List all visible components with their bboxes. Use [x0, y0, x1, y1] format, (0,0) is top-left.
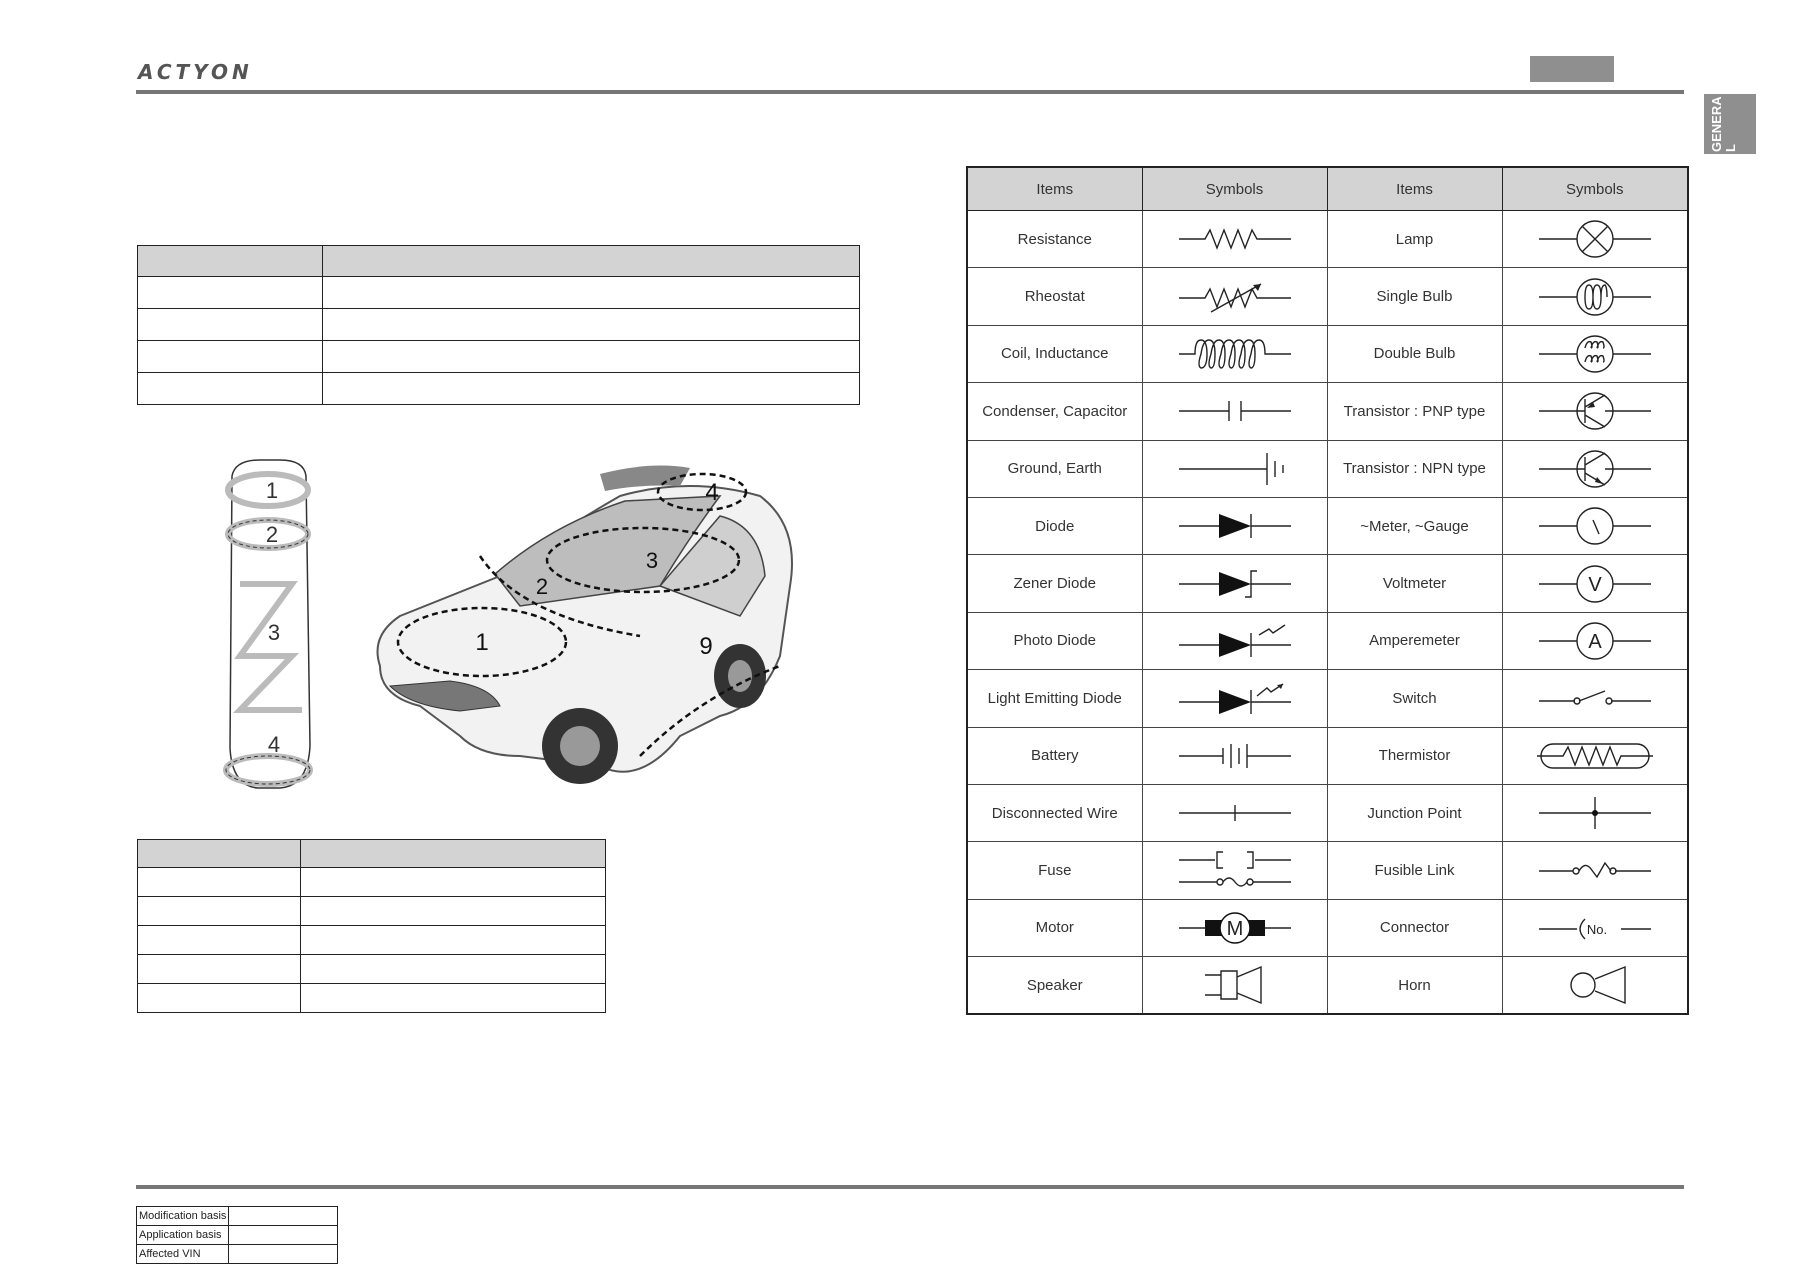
- side-tab-label: GENERA L: [1709, 96, 1738, 152]
- vehicle-inspection-figure: [220, 456, 800, 806]
- disconnected-wire-symbol-icon: [1175, 801, 1295, 825]
- item-label: Voltmeter: [1327, 555, 1502, 612]
- header-page-box: [1530, 56, 1614, 82]
- table-row: [967, 211, 1688, 268]
- strip-number-2: 2: [265, 522, 279, 547]
- table-row: [967, 957, 1688, 1015]
- speaker-symbol-icon: [1175, 963, 1295, 1007]
- modification-basis-value: [229, 1207, 338, 1226]
- car-number-4: 4: [705, 479, 719, 506]
- item-label: Junction Point: [1327, 784, 1502, 841]
- items-header: Items: [967, 167, 1142, 211]
- horn-symbol-icon: [1535, 963, 1655, 1007]
- rheostat-symbol-icon: [1175, 280, 1295, 314]
- item-label: Horn: [1327, 957, 1502, 1015]
- item-label: Thermistor: [1327, 727, 1502, 784]
- ground-symbol-icon: [1175, 449, 1295, 489]
- diode-symbol-icon: [1175, 510, 1295, 542]
- coil-symbol-icon: [1175, 336, 1295, 372]
- table-row: [967, 612, 1688, 669]
- item-label: Rheostat: [967, 268, 1142, 325]
- electrical-symbols-table: [966, 166, 1689, 1015]
- item-label: Single Bulb: [1327, 268, 1502, 325]
- item-label: Disconnected Wire: [967, 784, 1142, 841]
- inspection-strip-diagram: [226, 460, 310, 788]
- table-row: [967, 899, 1688, 956]
- item-label: Resistance: [967, 211, 1142, 268]
- item-label: Photo Diode: [967, 612, 1142, 669]
- item-label: Coil, Inductance: [967, 325, 1142, 382]
- symbols-header: Symbols: [1142, 167, 1327, 211]
- table-row: [967, 383, 1688, 440]
- led-symbol-icon: [1175, 680, 1295, 716]
- capacitor-symbol-icon: [1175, 396, 1295, 426]
- blank-table-top: [137, 245, 860, 405]
- item-label: Transistor : NPN type: [1327, 440, 1502, 497]
- item-label: Fuse: [967, 842, 1142, 899]
- table-row: [967, 497, 1688, 554]
- modification-table: [136, 1206, 338, 1264]
- item-label: Motor: [967, 899, 1142, 956]
- car-number-9: 9: [699, 633, 713, 660]
- junction-point-symbol-icon: [1535, 795, 1655, 831]
- thermistor-symbol-icon: [1535, 738, 1655, 774]
- items-header: Items: [1327, 167, 1502, 211]
- application-basis-label: Application basis: [137, 1226, 229, 1245]
- item-label: Fusible Link: [1327, 842, 1502, 899]
- item-label: Zener Diode: [967, 555, 1142, 612]
- table-row: [967, 268, 1688, 325]
- zener-diode-symbol-icon: [1175, 567, 1295, 601]
- application-basis-value: [229, 1226, 338, 1245]
- item-label: Diode: [967, 497, 1142, 554]
- pnp-transistor-symbol-icon: [1535, 391, 1655, 431]
- item-label: Light Emitting Diode: [967, 670, 1142, 727]
- npn-transistor-symbol-icon: [1535, 449, 1655, 489]
- footer-rule: [136, 1185, 1684, 1189]
- lamp-symbol-icon: [1535, 219, 1655, 259]
- single-bulb-symbol-icon: [1535, 277, 1655, 317]
- fuse-symbol-icon: [1175, 848, 1295, 892]
- side-tab[interactable]: [1704, 94, 1756, 154]
- car-number-3: 3: [645, 548, 659, 573]
- item-label: Lamp: [1327, 211, 1502, 268]
- item-label: Transistor : PNP type: [1327, 383, 1502, 440]
- item-label: Connector: [1327, 899, 1502, 956]
- svg-text:A: A: [1588, 630, 1602, 653]
- item-label: Battery: [967, 727, 1142, 784]
- voltmeter-symbol-icon: [1535, 564, 1655, 604]
- switch-symbol-icon: [1535, 683, 1655, 713]
- item-label: ~Meter, ~Gauge: [1327, 497, 1502, 554]
- table-row: [967, 440, 1688, 497]
- table-row: [967, 670, 1688, 727]
- item-label: Condenser, Capacitor: [967, 383, 1142, 440]
- table-row: [967, 842, 1688, 899]
- strip-number-4: 4: [267, 732, 281, 757]
- connector-symbol-icon: [1535, 913, 1655, 943]
- battery-symbol-icon: [1175, 738, 1295, 774]
- svg-text:V: V: [1588, 573, 1602, 596]
- affected-vin-label: Affected VIN: [137, 1245, 229, 1264]
- double-bulb-symbol-icon: [1535, 334, 1655, 374]
- svg-text:No.: No.: [1586, 921, 1607, 937]
- fusible-link-symbol-icon: [1535, 855, 1655, 885]
- car-number-2: 2: [535, 574, 549, 599]
- strip-number-3: 3: [267, 620, 281, 645]
- gauge-symbol-icon: [1535, 506, 1655, 546]
- header-rule: [136, 90, 1684, 94]
- symbols-header: Symbols: [1502, 167, 1688, 211]
- item-label: Speaker: [967, 957, 1142, 1015]
- car-illustration: [378, 466, 793, 784]
- item-label: Amperemeter: [1327, 612, 1502, 669]
- resistance-symbol-icon: [1175, 224, 1295, 254]
- affected-vin-value: [229, 1245, 338, 1264]
- modification-basis-label: Modification basis: [137, 1207, 229, 1226]
- strip-number-1: 1: [265, 478, 279, 503]
- table-row: [967, 325, 1688, 382]
- svg-text:M: M: [1226, 917, 1243, 940]
- blank-table-bottom: [137, 839, 606, 1013]
- item-label: Double Bulb: [1327, 325, 1502, 382]
- actyon-logo: ACTYON: [138, 60, 253, 84]
- car-number-1: 1: [475, 629, 489, 656]
- table-row: [967, 784, 1688, 841]
- item-label: Switch: [1327, 670, 1502, 727]
- amperemeter-symbol-icon: [1535, 621, 1655, 661]
- table-row: [967, 727, 1688, 784]
- item-label: Ground, Earth: [967, 440, 1142, 497]
- photo-diode-symbol-icon: [1175, 623, 1295, 659]
- motor-symbol-icon: [1175, 910, 1295, 946]
- table-row: [967, 555, 1688, 612]
